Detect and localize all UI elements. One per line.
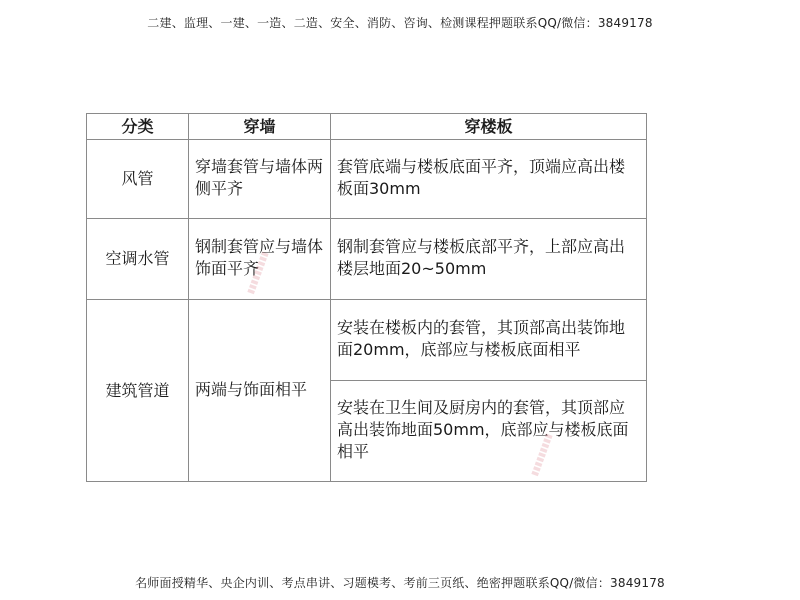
floor-cell: 安装在楼板内的套管，其顶部高出装饰地面20mm，底部应与楼板底面相平 <box>331 300 647 381</box>
category-cell: 建筑管道 <box>87 300 189 482</box>
header-floor: 穿楼板 <box>331 114 647 140</box>
header-wall: 穿墙 <box>189 114 331 140</box>
category-cell: 空调水管 <box>87 219 189 300</box>
header-banner: 二建、监理、一建、一造、二造、安全、消防、咨询、检测课程押题联系QQ/微信：3849178 <box>147 16 653 30</box>
sleeve-table <box>86 113 647 482</box>
wall-cell: 钢制套管应与墙体饰面平齐 <box>189 219 331 300</box>
wall-cell: 两端与饰面相平 <box>189 300 331 482</box>
watermark-stamp: ▮▮▮▮▮▮▮▮▮ <box>529 432 555 478</box>
header-category: 分类 <box>87 114 189 140</box>
wall-cell: 穿墙套管与墙体两侧平齐 <box>189 140 331 219</box>
floor-cell: 套管底端与楼板底面平齐，顶端应高出楼板面30mm <box>331 140 647 219</box>
floor-cell: 安装在卫生间及厨房内的套管，其顶部应高出装饰地面50mm，底部应与楼板底面相平 <box>331 381 647 482</box>
watermark-stamp: ▮▮▮▮▮▮▮▮▮ <box>245 250 271 296</box>
table-header-row <box>87 114 647 140</box>
floor-cell: 钢制套管应与楼板底部平齐，上部应高出楼层地面20~50mm <box>331 219 647 300</box>
category-cell: 风管 <box>87 140 189 219</box>
footer-banner: 名师面授精华、央企内训、考点串讲、习题模考、考前三页纸、绝密押题联系QQ/微信：3849178 <box>135 576 665 590</box>
table-row <box>87 219 647 300</box>
table-row <box>87 140 647 219</box>
table-row <box>87 300 647 381</box>
